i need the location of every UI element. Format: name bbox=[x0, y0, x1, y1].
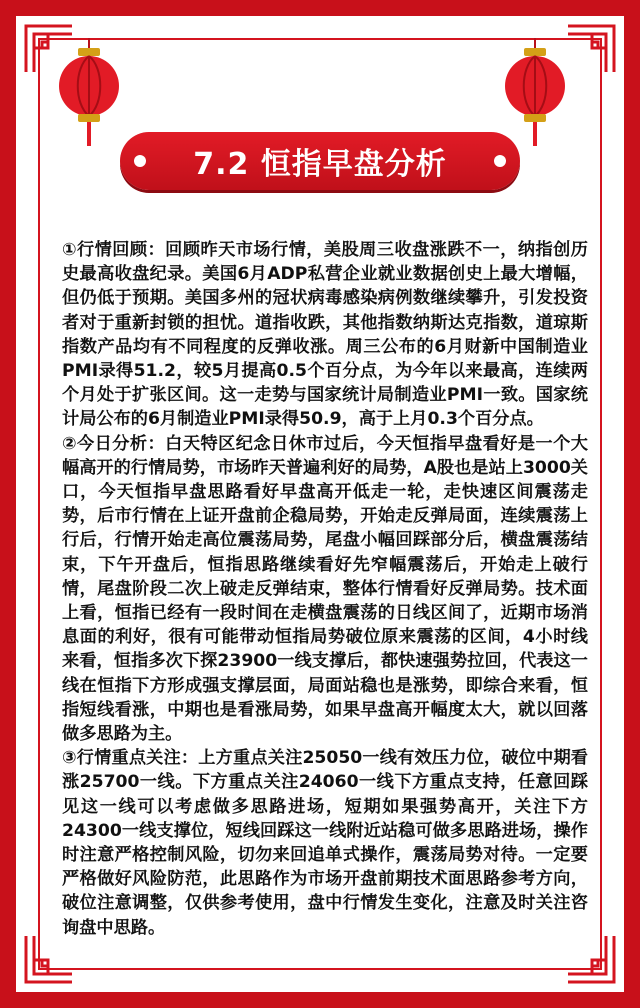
corner-ornament-icon bbox=[564, 22, 618, 76]
paragraph-today-analysis: ②今日分析：白天特区纪念日休市过后，今天恒指早盘看好是一个大幅高开的行情局势，市场昨天普遍利好的局势，A股也是站上3000关口，今天恒指早盘思路看好早盘高开低走一轮，走快速区间震荡走势，后市行情在上证开盘前企稳局势，开始走反弹局面，连续震荡上行后，行情开始走高位震荡局势，尾盘小幅回踩部分后，横盘震荡结束，下午开盘后，恒指思路继续看好先窄幅震荡后，开始走上破行情，尾盘阶段二次上破走反弹结束，整体行情看好反弹局势。技术面上看，恒指已经有一段时间在走横盘震荡的日线区间了，近期市场消息面的利好，很有可能带动恒指局势破位原来震荡的区间，4小时线来看，恒指多次下探23900一线支撑后，都快速强势拉回，代表这一线在恒指下方形成强支撑层面，局面站稳也是涨势，即综合来看，恒指短线看涨，中期也是看涨局势，如果早盘高开幅度太大，就以回落做多思路为主。 bbox=[62, 433, 588, 745]
page-title: 7.2 恒指早盘分析 bbox=[193, 147, 447, 182]
corner-ornament-icon bbox=[22, 932, 76, 986]
banner-dot-icon bbox=[134, 155, 146, 167]
lantern-icon bbox=[500, 38, 570, 148]
paragraph-key-levels: ③行情重点关注：上方重点关注25050一线有效压力位，破位中期看涨25700一线。下方重点关注24060一线下方重点支持，任意回踩见这一线可以考虑做多思路进场，短期如果强势高开，关注下方24300一线支撑位，短线回踩这一线附近站稳可做多思路进场，操作时注意严格控制风险，切勿来回追单式操作，震荡局势对待。一定要严格做好风险防范，此思路作为市场开盘前期技术面思路参考方向，破位注意调整，仅供参考使用，盘中行情发生变化，注意及时关注咨询盘中思路。 bbox=[62, 748, 588, 938]
title-banner bbox=[120, 132, 520, 190]
article-body bbox=[62, 238, 588, 940]
corner-ornament-icon bbox=[564, 932, 618, 986]
lantern-icon bbox=[54, 38, 124, 148]
banner-dot-icon bbox=[494, 155, 506, 167]
paragraph-market-review: ①行情回顾：回顾昨天市场行情，美股周三收盘涨跌不一，纳指创历史最高收盘纪录。美国6月ADP私营企业就业数据创史上最大增幅，但仍低于预期。美国多州的冠状病毒感染病例数继续攀升，引发投资者对于重新封锁的担忧。道指收跌，其他指数纳斯达克指数，道琼斯指数产品均有不同程度的反弹收涨。周三公布的6月财新中国制造业PMI录得51.2，较5月提高0.5个百分点，为今年以来最高，连续两个月处于扩张区间。这一走势与国家统计局制造业PMI一致。国家统计局公布的6月制造业PMI录得50.9，高于上月0.3个百分点。 bbox=[62, 240, 588, 430]
